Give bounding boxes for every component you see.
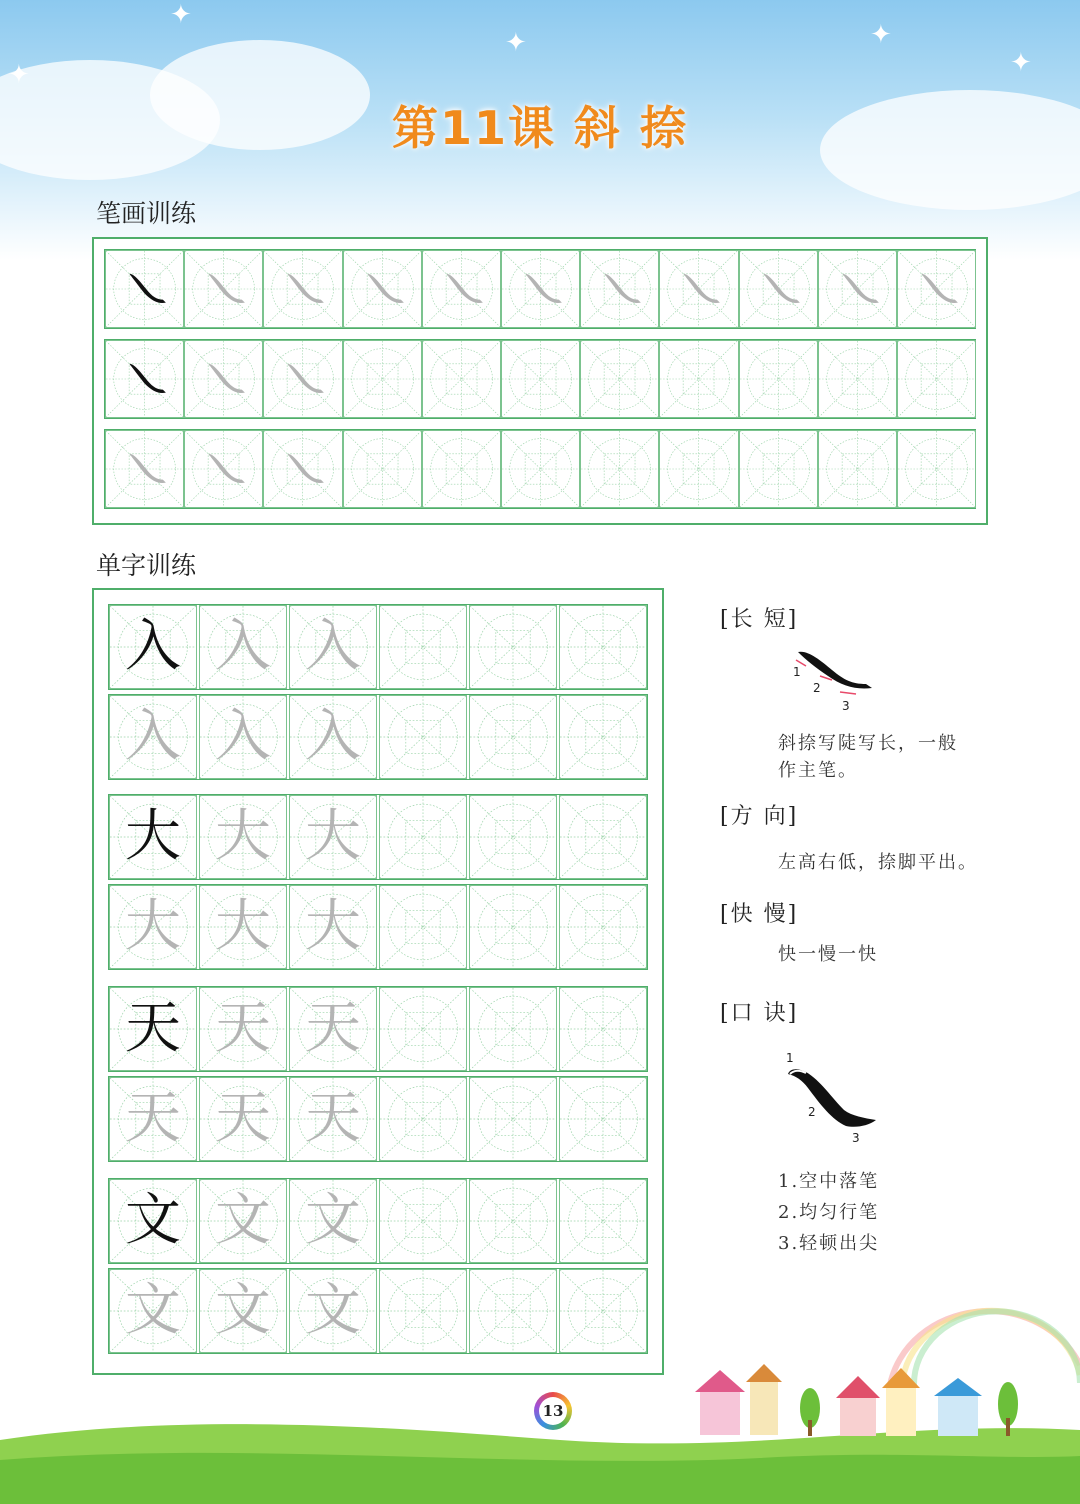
page-title: 第11课 斜 捺 xyxy=(391,101,689,155)
slant-stroke-mark xyxy=(502,251,579,327)
practice-cell xyxy=(739,430,818,508)
stroke-row xyxy=(104,429,976,509)
diagram-label: 3 xyxy=(842,699,850,713)
tip-line: 快一慢一快 xyxy=(778,944,878,965)
practice-grid-lines xyxy=(502,431,579,507)
practice-cell xyxy=(580,250,659,328)
practice-grid-lines xyxy=(560,988,646,1070)
practice-grid-lines xyxy=(819,431,896,507)
practice-grid-lines xyxy=(380,606,466,688)
practice-cell xyxy=(559,885,647,969)
practice-cell xyxy=(739,340,818,418)
practice-grid-lines xyxy=(819,341,896,417)
practice-cell xyxy=(469,795,557,879)
practice-cell xyxy=(501,250,580,328)
practice-grid-lines xyxy=(740,431,817,507)
practice-grid-lines xyxy=(380,1180,466,1262)
practice-cell xyxy=(109,1077,197,1161)
slant-stroke-mark xyxy=(344,251,421,327)
practice-cell xyxy=(199,1077,287,1161)
character-row xyxy=(108,986,648,1072)
practice-grid-lines xyxy=(344,341,421,417)
practice-cell xyxy=(580,340,659,418)
tip-line: 作主笔。 xyxy=(778,760,858,781)
practice-cell xyxy=(289,885,377,969)
practice-cell xyxy=(289,1269,377,1353)
practice-cell xyxy=(263,340,342,418)
sparkle-icon: ✦ xyxy=(170,0,192,30)
character-row xyxy=(108,1268,648,1354)
section-label-stroke: 笔画训练 xyxy=(96,199,197,228)
trace-character: 大 xyxy=(215,804,271,869)
practice-grid-lines xyxy=(470,1180,556,1262)
sparkle-icon: ✦ xyxy=(505,28,527,58)
practice-cell xyxy=(105,430,184,508)
diagram-label: 3 xyxy=(852,1131,860,1145)
slant-stroke-mark xyxy=(185,251,262,327)
sparkle-icon: ✦ xyxy=(870,20,892,50)
diagram-label: 2 xyxy=(813,681,821,695)
practice-grid-lines xyxy=(470,796,556,878)
practice-cell xyxy=(501,430,580,508)
tip-line: 2.均匀行笔 xyxy=(778,1202,880,1223)
practice-cell xyxy=(379,885,467,969)
model-character: 天 xyxy=(125,996,181,1061)
practice-cell xyxy=(469,987,557,1071)
sparkle-icon: ✦ xyxy=(8,60,30,90)
practice-grid-lines xyxy=(470,1078,556,1160)
tip-line: 1.空中落笔 xyxy=(778,1171,880,1192)
practice-cell xyxy=(659,250,738,328)
practice-grid-lines xyxy=(423,341,500,417)
practice-cell xyxy=(422,430,501,508)
practice-grid-lines xyxy=(470,606,556,688)
trace-character: 天 xyxy=(215,1086,271,1151)
trace-character: 入 xyxy=(215,614,271,679)
practice-cell xyxy=(739,250,818,328)
trace-character: 文 xyxy=(305,1278,361,1343)
practice-cell xyxy=(897,430,976,508)
practice-cell xyxy=(263,250,342,328)
tip-text-speed xyxy=(778,941,878,968)
tip-line: 左高右低，捺脚平出。 xyxy=(778,852,978,873)
practice-grid-lines xyxy=(380,796,466,878)
practice-cell xyxy=(559,987,647,1071)
practice-cell xyxy=(559,1269,647,1353)
practice-cell xyxy=(289,695,377,779)
practice-cell xyxy=(379,695,467,779)
trace-character: 入 xyxy=(305,704,361,769)
tip-heading-speed: [快 慢] xyxy=(720,902,799,927)
page-number-badge xyxy=(534,1392,572,1430)
practice-cell xyxy=(659,430,738,508)
practice-cell xyxy=(109,987,197,1071)
practice-grid-lines xyxy=(380,886,466,968)
practice-cell xyxy=(109,1269,197,1353)
slant-stroke-mark xyxy=(819,251,896,327)
trace-character: 入 xyxy=(125,704,181,769)
practice-cell xyxy=(109,605,197,689)
practice-grid-lines xyxy=(380,1270,466,1352)
trace-character: 大 xyxy=(305,804,361,869)
practice-cell xyxy=(379,795,467,879)
practice-cell xyxy=(199,605,287,689)
practice-cell xyxy=(109,795,197,879)
practice-grid-lines xyxy=(740,341,817,417)
practice-cell xyxy=(580,430,659,508)
tip-text-mnemonic xyxy=(778,1166,879,1259)
practice-cell xyxy=(199,795,287,879)
trace-character: 大 xyxy=(215,894,271,959)
practice-cell xyxy=(199,987,287,1071)
trace-character: 文 xyxy=(215,1188,271,1253)
practice-cell xyxy=(105,340,184,418)
practice-cell xyxy=(343,250,422,328)
practice-cell xyxy=(289,795,377,879)
practice-cell xyxy=(469,695,557,779)
stroke-row xyxy=(104,249,976,329)
practice-cell xyxy=(559,1179,647,1263)
practice-grid-lines xyxy=(560,796,646,878)
practice-cell xyxy=(199,1179,287,1263)
practice-cell xyxy=(559,1077,647,1161)
slant-stroke-mark xyxy=(185,431,262,507)
character-row xyxy=(108,794,648,880)
slant-stroke-mark xyxy=(264,341,341,417)
character-row xyxy=(108,1178,648,1264)
practice-cell xyxy=(469,1269,557,1353)
tip-text-direction xyxy=(778,849,978,876)
stroke-practice-grid xyxy=(92,237,988,525)
slant-stroke-mark xyxy=(898,251,975,327)
trace-character: 文 xyxy=(305,1188,361,1253)
trace-character: 天 xyxy=(125,1086,181,1151)
stroke-diagram-upper xyxy=(780,640,890,716)
model-character: 文 xyxy=(125,1188,181,1253)
practice-grid-lines xyxy=(560,696,646,778)
practice-grid-lines xyxy=(470,886,556,968)
slant-stroke-mark xyxy=(106,431,183,507)
practice-grid-lines xyxy=(380,988,466,1070)
practice-grid-lines xyxy=(898,341,975,417)
model-character: 入 xyxy=(125,614,181,679)
diagram-label: 2 xyxy=(808,1105,816,1119)
trace-character: 入 xyxy=(305,614,361,679)
practice-cell xyxy=(289,1179,377,1263)
practice-cell xyxy=(659,340,738,418)
slant-stroke-mark xyxy=(660,251,737,327)
practice-grid-lines xyxy=(344,431,421,507)
practice-cell xyxy=(343,430,422,508)
practice-grid-lines xyxy=(470,988,556,1070)
practice-cell xyxy=(184,430,263,508)
character-row xyxy=(108,884,648,970)
slant-stroke-mark xyxy=(423,251,500,327)
practice-cell xyxy=(818,250,897,328)
slant-stroke-mark xyxy=(264,251,341,327)
practice-cell xyxy=(559,795,647,879)
practice-grid-lines xyxy=(502,341,579,417)
houses-icon xyxy=(690,1360,1030,1440)
practice-cell xyxy=(422,340,501,418)
trace-character: 文 xyxy=(125,1278,181,1343)
stroke-row xyxy=(104,339,976,419)
practice-cell xyxy=(109,885,197,969)
practice-cell xyxy=(109,1179,197,1263)
practice-grid-lines xyxy=(560,1270,646,1352)
practice-cell xyxy=(289,605,377,689)
slant-stroke-mark xyxy=(740,251,817,327)
practice-cell xyxy=(184,250,263,328)
practice-grid-lines xyxy=(470,696,556,778)
practice-cell xyxy=(469,605,557,689)
practice-cell xyxy=(379,1179,467,1263)
trace-character: 入 xyxy=(215,704,271,769)
practice-cell xyxy=(559,605,647,689)
tip-line: 斜捺写陡写长，一般 xyxy=(778,733,958,754)
practice-cell xyxy=(199,1269,287,1353)
practice-grid-lines xyxy=(581,341,658,417)
practice-cell xyxy=(379,987,467,1071)
trace-character: 天 xyxy=(305,996,361,1061)
diagram-label: 1 xyxy=(786,1051,794,1065)
practice-cell xyxy=(469,1077,557,1161)
character-practice-grid xyxy=(92,588,664,1375)
diagram-label: 1 xyxy=(793,665,801,679)
tip-heading-mnemonic: [口 诀] xyxy=(720,1001,799,1026)
practice-cell xyxy=(289,1077,377,1161)
practice-cell xyxy=(897,250,976,328)
tip-line: 3.轻顿出尖 xyxy=(778,1233,880,1254)
practice-cell xyxy=(184,340,263,418)
trace-character: 文 xyxy=(215,1278,271,1343)
section-label-char: 单字训练 xyxy=(96,551,197,580)
practice-grid-lines xyxy=(660,431,737,507)
trace-character: 大 xyxy=(125,894,181,959)
page-number: 13 xyxy=(539,1397,567,1425)
slant-stroke-mark xyxy=(264,431,341,507)
model-character: 大 xyxy=(125,804,181,869)
practice-cell xyxy=(422,250,501,328)
practice-cell xyxy=(263,430,342,508)
practice-grid-lines xyxy=(898,431,975,507)
practice-cell xyxy=(379,1269,467,1353)
practice-grid-lines xyxy=(380,1078,466,1160)
tip-heading-direction: [方 向] xyxy=(720,804,799,829)
practice-cell xyxy=(469,1179,557,1263)
character-row xyxy=(108,694,648,780)
practice-grid-lines xyxy=(560,1078,646,1160)
practice-cell xyxy=(379,1077,467,1161)
practice-grid-lines xyxy=(423,431,500,507)
practice-grid-lines xyxy=(380,696,466,778)
practice-cell xyxy=(289,987,377,1071)
practice-cell xyxy=(379,605,467,689)
trace-character: 天 xyxy=(305,1086,361,1151)
stroke-diagram-lower xyxy=(776,1048,886,1148)
practice-grid-lines xyxy=(470,1270,556,1352)
practice-cell xyxy=(109,695,197,779)
practice-grid-lines xyxy=(560,1180,646,1262)
practice-cell xyxy=(818,430,897,508)
sparkle-icon: ✦ xyxy=(1010,48,1032,78)
tip-heading-length: [长 短] xyxy=(720,607,799,632)
slant-stroke-mark xyxy=(185,341,262,417)
character-row xyxy=(108,1076,648,1162)
slant-stroke-mark xyxy=(106,251,183,327)
practice-grid-lines xyxy=(581,431,658,507)
trace-character: 天 xyxy=(215,996,271,1061)
practice-cell xyxy=(897,340,976,418)
slant-stroke-mark xyxy=(106,341,183,417)
trace-character: 大 xyxy=(305,894,361,959)
practice-cell xyxy=(469,885,557,969)
practice-grid-lines xyxy=(560,886,646,968)
practice-grid-lines xyxy=(560,606,646,688)
tip-text-length xyxy=(778,730,958,784)
practice-cell xyxy=(199,885,287,969)
practice-cell xyxy=(559,695,647,779)
character-row xyxy=(108,604,648,690)
practice-grid-lines xyxy=(660,341,737,417)
practice-cell xyxy=(501,340,580,418)
practice-cell xyxy=(199,695,287,779)
practice-cell xyxy=(105,250,184,328)
slant-stroke-mark xyxy=(581,251,658,327)
practice-cell xyxy=(818,340,897,418)
practice-cell xyxy=(343,340,422,418)
